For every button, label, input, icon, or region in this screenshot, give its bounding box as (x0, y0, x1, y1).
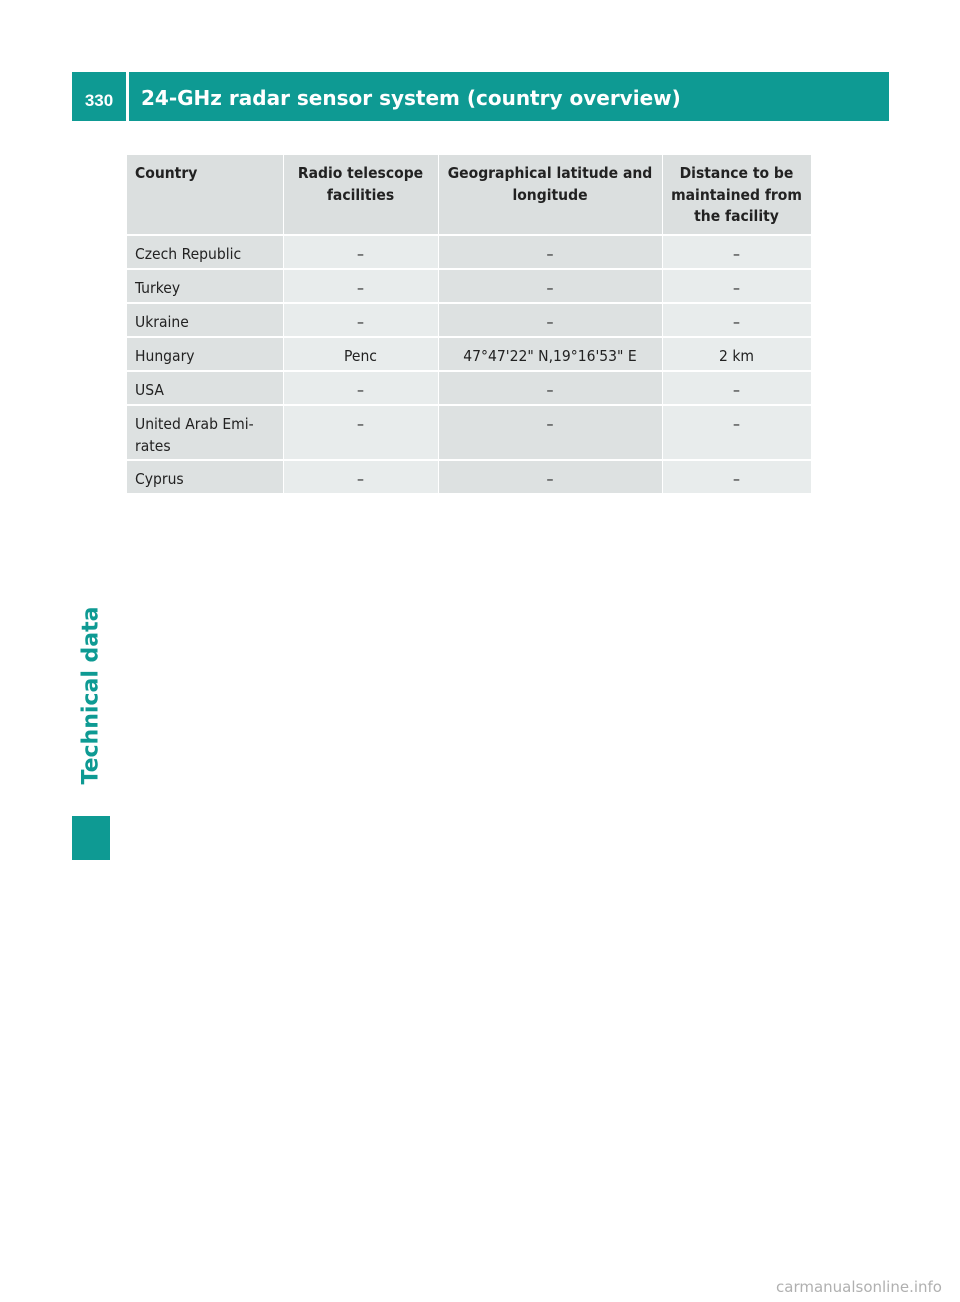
cell-country: Hungary (127, 337, 283, 371)
cell-distance: – (662, 405, 811, 460)
cell-distance: – (662, 235, 811, 269)
cell-distance: – (662, 269, 811, 303)
cell-country: USA (127, 371, 283, 405)
cell-country: Ukraine (127, 303, 283, 337)
section-tab-label (72, 580, 110, 810)
column-header-coordinates: Geographical latitude and longitude (438, 155, 662, 235)
table-row (127, 235, 811, 269)
cell-coordinates: – (438, 303, 662, 337)
table-row (127, 405, 811, 460)
cell-facility: – (283, 405, 438, 460)
cell-coordinates: – (438, 405, 662, 460)
cell-coordinates: – (438, 460, 662, 494)
column-header-distance: Distance to be maintained from the facility (662, 155, 811, 235)
table-row (127, 337, 811, 371)
cell-facility: – (283, 269, 438, 303)
cell-distance: – (662, 303, 811, 337)
page-header (72, 72, 889, 121)
table-row (127, 303, 811, 337)
cell-facility: – (283, 460, 438, 494)
header-divider (126, 72, 129, 121)
cell-distance: – (662, 371, 811, 405)
cell-country: Czech Republic (127, 235, 283, 269)
cell-facility: – (283, 303, 438, 337)
cell-distance: – (662, 460, 811, 494)
cell-distance: 2 km (662, 337, 811, 371)
column-header-radio-telescope: Radio telescope facilities (283, 155, 438, 235)
table-header-row (127, 155, 811, 235)
cell-facility: – (283, 371, 438, 405)
section-label: Technical data (78, 606, 104, 784)
watermark-text: carmanualsonline.info (776, 1278, 942, 1296)
table-row (127, 269, 811, 303)
table-row (127, 371, 811, 405)
cell-coordinates: – (438, 235, 662, 269)
cell-country: Cyprus (127, 460, 283, 494)
cell-country: Turkey (127, 269, 283, 303)
table-row (127, 460, 811, 494)
page-number: 330 (84, 90, 114, 110)
cell-coordinates: – (438, 371, 662, 405)
page-title: 24-GHz radar sensor system (country overview) (141, 85, 681, 110)
cell-coordinates: – (438, 269, 662, 303)
cell-coordinates: 47°47'22" N,19°16'53" E (438, 337, 662, 371)
column-header-country: Country (127, 155, 283, 235)
cell-facility: – (283, 235, 438, 269)
cell-facility: Penc (283, 337, 438, 371)
section-tab-marker (72, 816, 110, 860)
cell-country: United Arab Emi-rates (127, 405, 283, 460)
country-overview-table (127, 155, 812, 495)
